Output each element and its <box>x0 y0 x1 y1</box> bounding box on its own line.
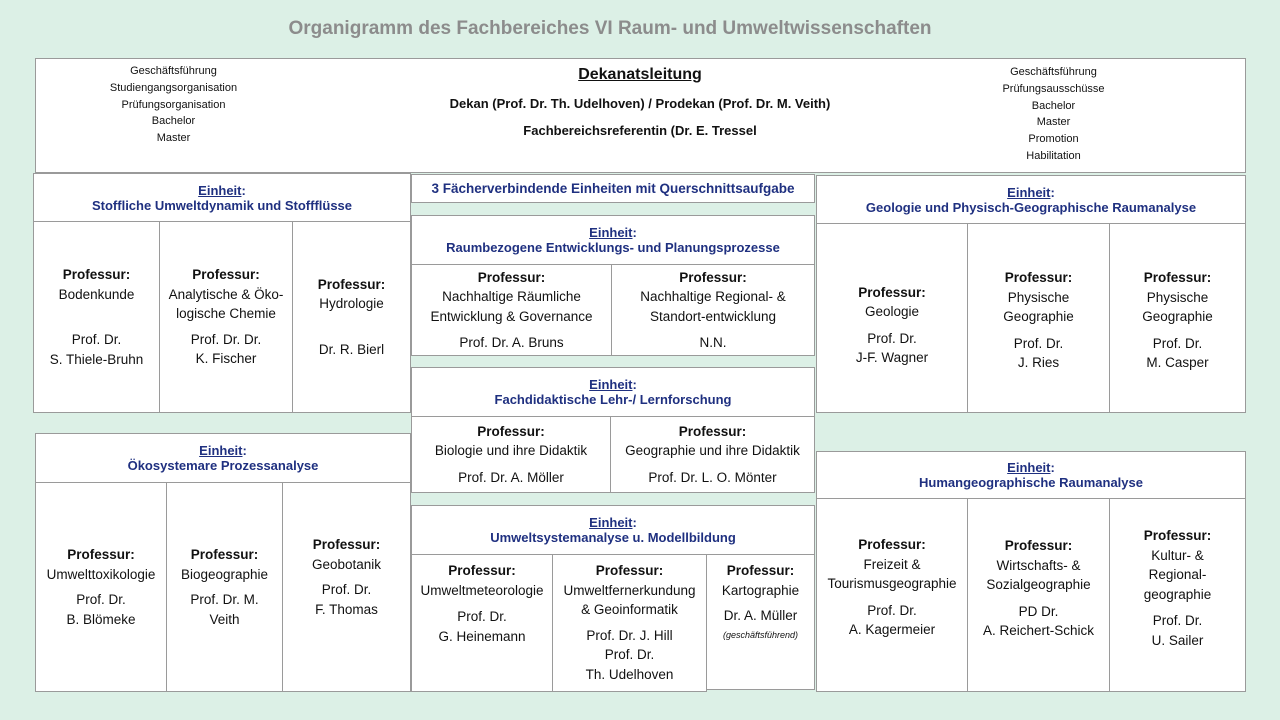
prof-cell-bio-didaktik: Professur: Biologie und ihre Didaktik Prof. Dr. A. Möller <box>411 416 611 493</box>
prof-cell-fernerkundung: Professur: Umweltfernerkundung & Geoinformatik Prof. Dr. J. Hill Prof. Dr. Th. Udelhoven <box>552 554 707 692</box>
right-list-item: Promotion <box>1028 133 1079 146</box>
unit-name: Ökosystemare Prozessanalyse <box>127 458 319 473</box>
unit-umwelt-header: Einheit: Umweltsystemanalyse u. Modellbildung <box>411 505 815 555</box>
left-list-item: Studiengangsorganisation <box>109 81 238 94</box>
unit-oeko-header: Einheit: Ökosystemare Prozessanalyse <box>35 433 411 483</box>
dekanat-box <box>35 58 1246 173</box>
left-list-item: Prüfungsorganisation <box>121 98 226 111</box>
cross-header: 3 Fächerverbindende Einheiten mit Querschnittsaufgabe <box>411 174 815 203</box>
dekanat-heading: Dekanatsleitung <box>578 66 702 83</box>
unit-geo-header: Einheit: Geologie und Physisch-Geographische Raumanalyse <box>816 175 1246 224</box>
dekanat-referentin: Fachbereichsreferentin (Dr. E. Tressel <box>523 123 757 138</box>
dekanat-dekan: Dekan (Prof. Dr. Th. Udelhoven) / Prodekan (Prof. Dr. M. Veith) <box>449 96 831 111</box>
prof-cell-kultur: Professur: Kultur- & Regional- geographie Prof. Dr. U. Sailer <box>1109 498 1246 692</box>
prof-cell-geobotanik: Professur: Geobotanik Prof. Dr. F. Thomas <box>282 482 411 692</box>
prof-cell-hydrologie: Professur: Hydrologie Dr. R. Bierl <box>292 221 411 413</box>
prof-cell-umwelttox: Professur: Umwelttoxikologie Prof. Dr. B. Blömeke <box>35 482 167 692</box>
prof-cell-bodenkunde: Professur: Bodenkunde Prof. Dr. S. Thiele-Bruhn <box>33 221 160 413</box>
left-list-item: Master <box>156 132 191 145</box>
right-list-item: Bachelor <box>1031 99 1076 112</box>
unit-name: Humangeographische Raumanalyse <box>919 475 1143 490</box>
unit-human-header: Einheit: Humangeographische Raumanalyse <box>816 451 1246 499</box>
unit-fach-header: Einheit: Fachdidaktische Lehr-/ Lernforschung <box>411 367 815 417</box>
unit-name: Fachdidaktische Lehr-/ Lernforschung <box>494 392 732 407</box>
right-list-item: Habilitation <box>1026 149 1081 162</box>
right-list-item: Prüfungsausschüsse <box>1002 82 1105 95</box>
prof-cell-governance: Professur: Nachhaltige Räumliche Entwicklung & Governance Prof. Dr. A. Bruns <box>411 264 612 356</box>
left-list-item: Bachelor <box>151 115 196 128</box>
prof-cell-tourismus: Professur: Freizeit & Tourismusgeographie Prof. Dr. A. Kagermeier <box>816 498 968 692</box>
kartographie-note: (geschäftsführend) <box>722 629 799 640</box>
unit-name: Stoffliche Umweltdynamik und Stoffflüsse <box>91 197 353 213</box>
dekanat-right-list <box>986 64 1121 165</box>
prof-cell-geo-didaktik: Professur: Geographie und ihre Didaktik Prof. Dr. L. O. Mönter <box>610 416 815 493</box>
right-list-item: Geschäftsführung <box>1010 66 1097 78</box>
unit-label: Einheit <box>198 182 242 198</box>
unit-name: Raumbezogene Entwicklungs- und Planungsprozesse <box>446 240 780 255</box>
unit-stoff-header: Einheit: Stoffliche Umweltdynamik und Stoffflüsse <box>33 173 411 222</box>
prof-cell-physgeo-casper: Professur: Physische Geographie Prof. Dr. M. Casper <box>1109 223 1246 413</box>
left-list-item: Geschäftsführung <box>130 65 217 77</box>
prof-cell-chemie: Professur: Analytische & Öko- logische Chemie Prof. Dr. Dr. K. Fischer <box>159 221 293 413</box>
unit-name: Umweltsystemanalyse u. Modellbildung <box>490 530 736 545</box>
prof-cell-wirtschaft: Professur: Wirtschafts- & Sozialgeographie PD Dr. A. Reichert-Schick <box>967 498 1110 692</box>
prof-cell-biogeo: Professur: Biogeographie Prof. Dr. M. Veith <box>166 482 283 692</box>
prof-cell-kartographie: Professur: Kartographie Dr. A. Müller (geschäftsführend) <box>706 554 815 690</box>
unit-raum-header: Einheit: Raumbezogene Entwicklungs- und Planungsprozesse <box>411 215 815 265</box>
prof-cell-physgeo-ries: Professur: Physische Geographie Prof. Dr. J. Ries <box>967 223 1110 413</box>
prof-cell-meteorologie: Professur: Umweltmeteorologie Prof. Dr. G. Heinemann <box>411 554 553 692</box>
page-title: Organigramm des Fachbereiches VI Raum- und Umweltwissenschaften <box>288 18 932 39</box>
prof-cell-standort: Professur: Nachhaltige Regional- & Standort-entwicklung N.N. <box>611 264 815 356</box>
prof-cell-geologie: Professur: Geologie Prof. Dr. J-F. Wagner <box>816 223 968 413</box>
right-list-item: Master <box>1036 116 1071 129</box>
unit-name: Geologie und Physisch-Geographische Raumanalyse <box>865 199 1197 215</box>
